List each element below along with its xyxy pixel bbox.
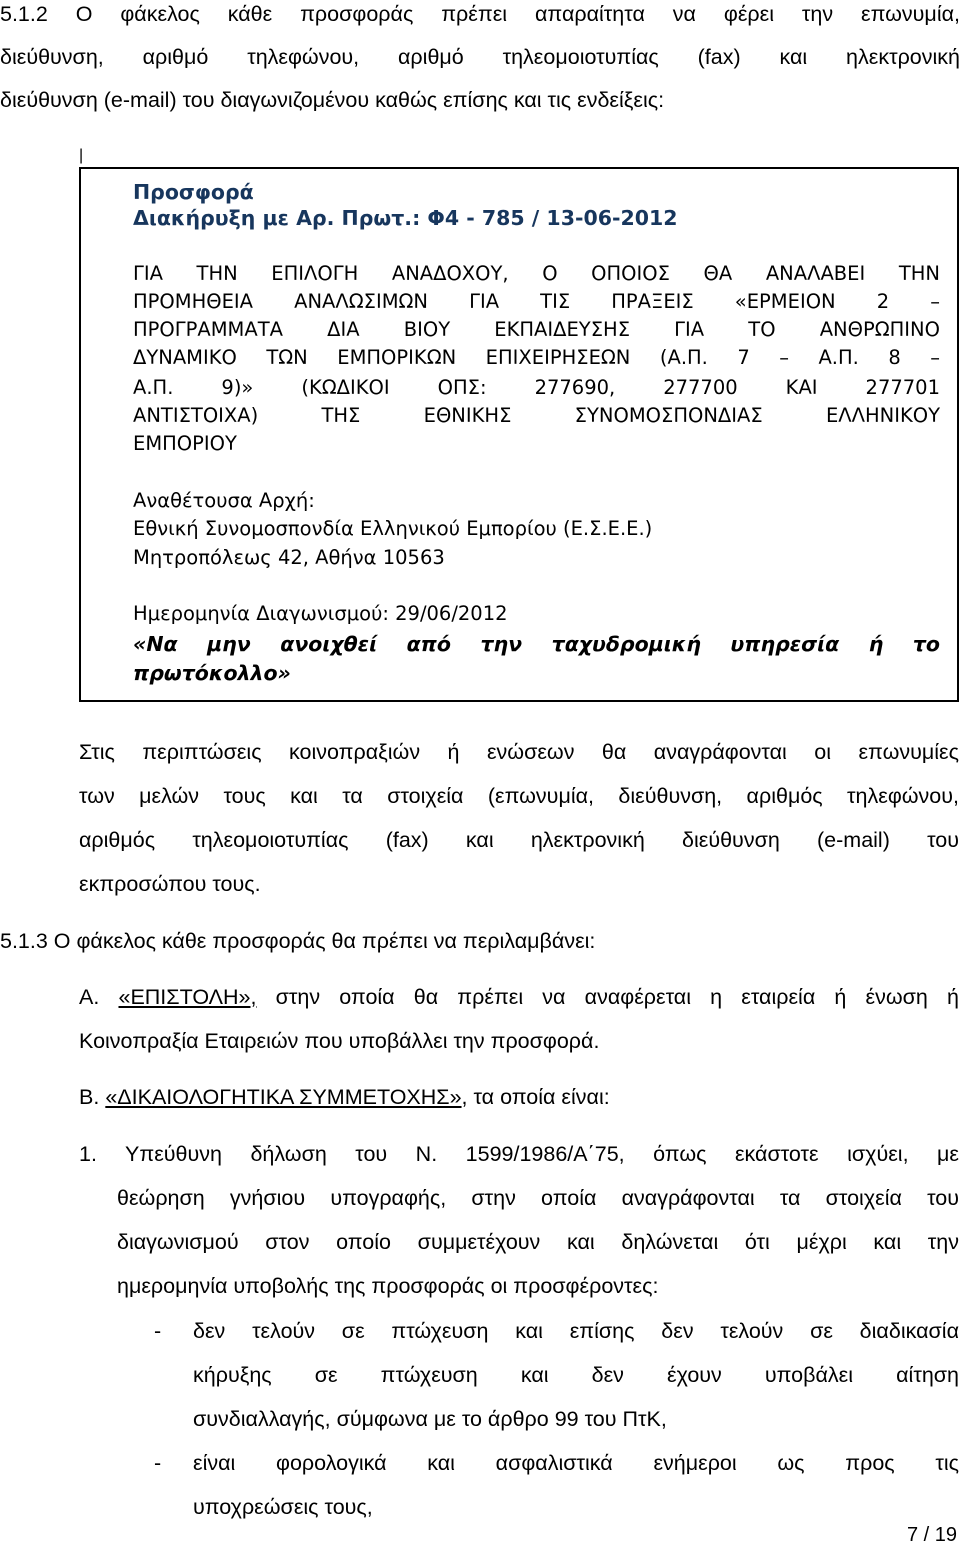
box-body-line: ΠΡΟΓΡΑΜΜΑΤΑ ΔΙΑ ΒΙΟΥ ΕΚΠΑΙΔΕΥΣΗΣ ΓΙΑ ΤΟ ΑΝΘΡΩΠΙΝΟ (133, 318, 940, 341)
section-512-line-3: διεύθυνση (e-mail) του διαγωνιζομένου καθώς επίσης και τις ενδείξεις: (0, 88, 665, 112)
item-b-documents-link: «ΔΙΚΑΙΟΛΟΓΗΤΙΚΑ ΣΥΜΜΕΤΟΧΗΣ» (105, 1085, 462, 1109)
authority-label: Αναθέτουσα Αρχή: (133, 489, 315, 512)
joint-ventures-line-3: αριθμός τηλεομοιοτυπίας (fax) και ηλεκτρονική διεύθυνση (e-mail) του (79, 828, 959, 852)
item-a-prefix: Α. (79, 985, 100, 1009)
item-1-line-3: διαγωνισμού στον οποίο συμμετέχουν και δηλώνεται ότι μέχρι και την (117, 1230, 959, 1254)
joint-ventures-line-2: των μελών τους και τα στοιχεία (επωνυμία, διεύθυνση, αριθμός τηλεφώνου, (79, 784, 959, 808)
box-body-line: ΔΥΝΑΜΙΚΟ ΤΩΝ ΕΜΠΟΡΙΚΩΝ ΕΠΙΧΕΙΡΗΣΕΩΝ (Α.Π. 7 – Α.Π. 8 – (133, 346, 940, 369)
item-1-line-1: 1. Υπεύθυνη δήλωση του Ν. 1599/1986/Α΄75, όπως εκάστοτε ισχύει, με (79, 1142, 959, 1166)
item-a-line-1 (79, 987, 959, 1009)
item-a-letter-link: «ΕΠΙΣΤΟΛΗ», (118, 985, 257, 1009)
item-b-prefix: Β. (79, 1085, 100, 1109)
section-513-heading: 5.1.3 Ο φάκελος κάθε προσφοράς θα πρέπει να περιλαμβάνει: (0, 929, 596, 953)
box-body-line: ΕΜΠΟΡΙΟΥ (133, 432, 237, 455)
page-number: 7 / 19 (906, 1524, 957, 1546)
item-1-line-2: θεώρηση γνήσιου υπογραφής, στην οποία αναγράφονται τα στοιχεία του (117, 1186, 959, 1210)
section-512-line-2: διεύθυνση, αριθμό τηλεφώνου, αριθμό τηλεομοιοτυπίας (fax) και ηλεκτρονική (0, 45, 960, 69)
item-1-line-4: ημερομηνία υποβολής της προσφοράς οι προσφέροντες: (117, 1274, 659, 1298)
item-b-line (79, 1087, 610, 1109)
joint-ventures-line-4: εκπροσώπου τους. (79, 872, 261, 896)
box-body-line: ΠΡΟΜΗΘΕΙΑ ΑΝΑΛΩΣΙΜΩΝ ΓΙΑ ΤΙΣ ΠΡΑΞΕΙΣ «ΕΡΜΕΙΟΝ 2 – (133, 290, 940, 313)
item-a-line-2: Κοινοπραξία Εταιρειών που υποβάλλει την προσφορά. (79, 1029, 600, 1053)
item-b-text: , τα οποία είναι: (461, 1085, 610, 1109)
box-title-offer: Προσφορά (133, 180, 254, 204)
joint-ventures-line-1: Στις περιπτώσεις κοινοπραξιών ή ενώσεων θα αναγράφονται οι επωνυμίες (79, 740, 959, 764)
box-body-line: Α.Π. 9)» (ΚΩΔΙΚΟΙ ΟΠΣ: 277690, 277700 ΚΑΙ 277701 (133, 376, 940, 399)
bullet-1-line-3: συνδιαλλαγής, σύμφωνα με το άρθρο 99 του ΠτΚ, (193, 1407, 667, 1431)
bullet-dash: - (154, 1451, 162, 1475)
do-not-open-warning-line-2: πρωτόκολλο» (133, 661, 291, 685)
box-title-tender: Διακήρυξη με Αρ. Πρωτ.: Φ4 - 785 / 13-06-2012 (133, 206, 678, 230)
section-512-line-1: 5.1.2 Ο φάκελος κάθε προσφοράς πρέπει απαραίτητα να φέρει την επωνυμία, (0, 2, 960, 26)
tender-date: Ημερομηνία Διαγωνισμού: 29/06/2012 (133, 602, 508, 625)
authority-name: Εθνική Συνομοσπονδία Ελληνικού Εμπορίου (Ε.Σ.Ε.Ε.) (133, 517, 653, 540)
box-body-line: ΓΙΑ ΤΗΝ ΕΠΙΛΟΓΗ ΑΝΑΔΟΧΟΥ, Ο ΟΠΟΙΟΣ ΘΑ ΑΝΑΛΑΒΕΙ ΤΗΝ (133, 262, 940, 285)
bullet-2-line-1: είναι φορολογικά και ασφαλιστικά ενήμεροι ως προς τις (193, 1451, 959, 1475)
box-body-line: ΑΝΤΙΣΤΟΙΧΑ) ΤΗΣ ΕΘΝΙΚΗΣ ΣΥΝΟΜΟΣΠΟΝΔΙΑΣ ΕΛΛΗΝΙΚΟΥ (133, 404, 940, 427)
bullet-2-line-2: υποχρεώσεις τους, (193, 1495, 373, 1519)
stray-mark: | (79, 147, 84, 164)
bullet-dash: - (154, 1319, 162, 1343)
bullet-1-line-1: δεν τελούν σε πτώχευση και επίσης δεν τελούν σε διαδικασία (193, 1319, 959, 1343)
authority-address: Μητροπόλεως 42, Αθήνα 10563 (133, 546, 445, 569)
do-not-open-warning-line-1: «Να μην ανοιχθεί από την ταχυδρομική υπηρεσία ή το (133, 632, 940, 656)
bullet-1-line-2: κήρυξης σε πτώχευση και δεν έχουν υποβάλει αίτηση (193, 1363, 959, 1387)
item-a-text: στην οποία θα πρέπει να αναφέρεται η εταιρεία ή ένωση ή (256, 985, 959, 1009)
